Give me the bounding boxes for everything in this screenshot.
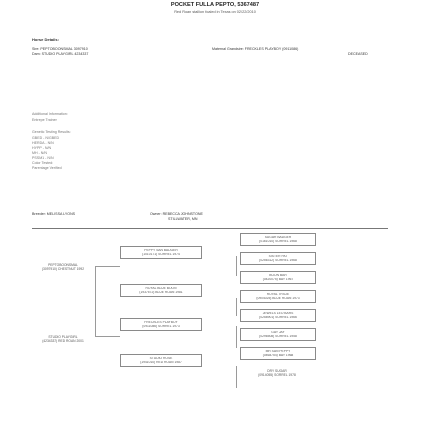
pedigree-name: PEPPY SAN BADGER xyxy=(144,249,178,252)
info-line: Entrepe Trainer xyxy=(32,118,57,122)
pedigree-detail: (0420075) BAY 1967 xyxy=(262,278,294,281)
sire-line: Sire: PEPTOBOONSMAL 3097910 xyxy=(32,47,88,51)
horse-title: POCKET FULLA PEPTO, 5367487 xyxy=(170,2,260,8)
pedigree-detail: (0161010) SORREL 1968 xyxy=(259,240,297,243)
info-line: Genetic Testing Results: xyxy=(32,130,71,134)
pedigree-detail: (0296508) SORREL 1958 xyxy=(259,335,297,338)
pedigree-name: JEWELS LEO BARS xyxy=(262,312,294,315)
pedigree-detail: (0258901) SORREL 1966 xyxy=(259,316,297,319)
pedigree-name: PEPTOBOONSMAL xyxy=(48,263,78,267)
breeder-line: Breeder: MELISSA LYONS xyxy=(32,212,76,216)
info-line: Color Tested: xyxy=(32,161,54,165)
pedigree-name: ROYAL TRICIE xyxy=(266,293,290,296)
deceased-note: DECEASED xyxy=(348,52,368,56)
pedigree-name: GAY JAY xyxy=(271,331,285,334)
pedigree-box xyxy=(120,354,202,367)
pedigree-detail: (1010171) SORREL 1974 xyxy=(142,253,180,256)
info-line: GBED - N/GBED xyxy=(32,136,60,140)
pedigree-box xyxy=(240,271,316,284)
pedigree-name: SUGAR BADGER xyxy=(264,236,292,239)
pedigree-detail: (0904025) BLUE ROAN 1973 xyxy=(256,297,300,300)
dam-line: Dam: STUDIO PLAYGIRL 4234337 xyxy=(32,52,89,56)
pedigree-detail: (0914055) SORREL 1978 xyxy=(258,372,296,377)
pedigree-box xyxy=(240,328,316,341)
pedigree-connector xyxy=(95,266,120,267)
pedigree-name: FRECKLES PLAYBOY xyxy=(144,321,178,324)
info-line: HERDA - N/N xyxy=(32,141,54,145)
pedigree-box xyxy=(240,252,316,265)
pedigree-name: MR SAN PEPPY xyxy=(265,350,291,353)
pedigree-dam xyxy=(33,336,93,344)
pedigree-detail: (0256312) SORREL 1968 xyxy=(259,259,297,262)
pedigree-connector xyxy=(95,336,120,337)
info-line: MH - N/N xyxy=(32,151,47,155)
pedigree-connector xyxy=(236,298,237,316)
additional-info-heading: Additional Information: xyxy=(32,112,68,116)
pedigree-connector xyxy=(236,326,237,348)
pedigree-connector xyxy=(95,266,96,336)
section-divider xyxy=(32,228,388,229)
pedigree-detail: (0468754) BAY 1968 xyxy=(262,354,294,357)
pedigree-entry xyxy=(240,370,314,378)
pedigree-detail: (1941010) RED ROAN 1987 xyxy=(140,361,182,364)
info-line: HYPP - N/N xyxy=(32,146,52,150)
pedigree-detail: (3097910) CHESTNUT 1992 xyxy=(41,266,85,271)
pedigree-detail: (4234337) RED ROAN 2001 xyxy=(42,338,84,343)
horse-subtitle: Red Roan stallion foaled in Texas on 02/22/2010 xyxy=(174,10,256,14)
horse-details-heading: Horse Details: xyxy=(32,37,59,42)
pedigree-box xyxy=(120,246,202,259)
info-line: Parentage Verified xyxy=(32,166,62,170)
pedigree-box xyxy=(120,318,202,331)
pedigree-box xyxy=(120,284,202,297)
pedigree-connector xyxy=(236,256,237,276)
pedigree-box xyxy=(240,309,316,322)
owner-location: STILLWATER, MN xyxy=(168,217,198,221)
pedigree-name: STUDIO PLAYGIRL xyxy=(48,335,78,339)
pedigree-detail: (1937572) BLUE ROAN 1981 xyxy=(139,291,183,294)
pedigree-box xyxy=(240,347,316,360)
pedigree-box xyxy=(240,290,316,303)
pedigree-name: DRY SUGAR xyxy=(267,369,287,373)
pedigree-name: BOON BAR xyxy=(269,274,287,277)
pedigree-name: STUDIO ROSE xyxy=(149,357,173,360)
pedigree-detail: (0911086) SORREL 1973 xyxy=(142,325,180,328)
pedigree-sire xyxy=(33,264,93,272)
pedigree-box xyxy=(240,233,316,246)
owner-line: Owner: REBECCA JOHNSTONE xyxy=(150,212,203,216)
pedigree-name: ROYAL BLUE BOON xyxy=(145,287,177,290)
pedigree-name: SISTER PAT xyxy=(268,255,288,258)
maternal-grandsire-line: Maternal Grandsire: FRECKLES PLAYBOY (0911086) xyxy=(212,47,299,51)
info-line: PSSM1 - N/N xyxy=(32,156,54,160)
pedigree-connector xyxy=(236,366,237,388)
